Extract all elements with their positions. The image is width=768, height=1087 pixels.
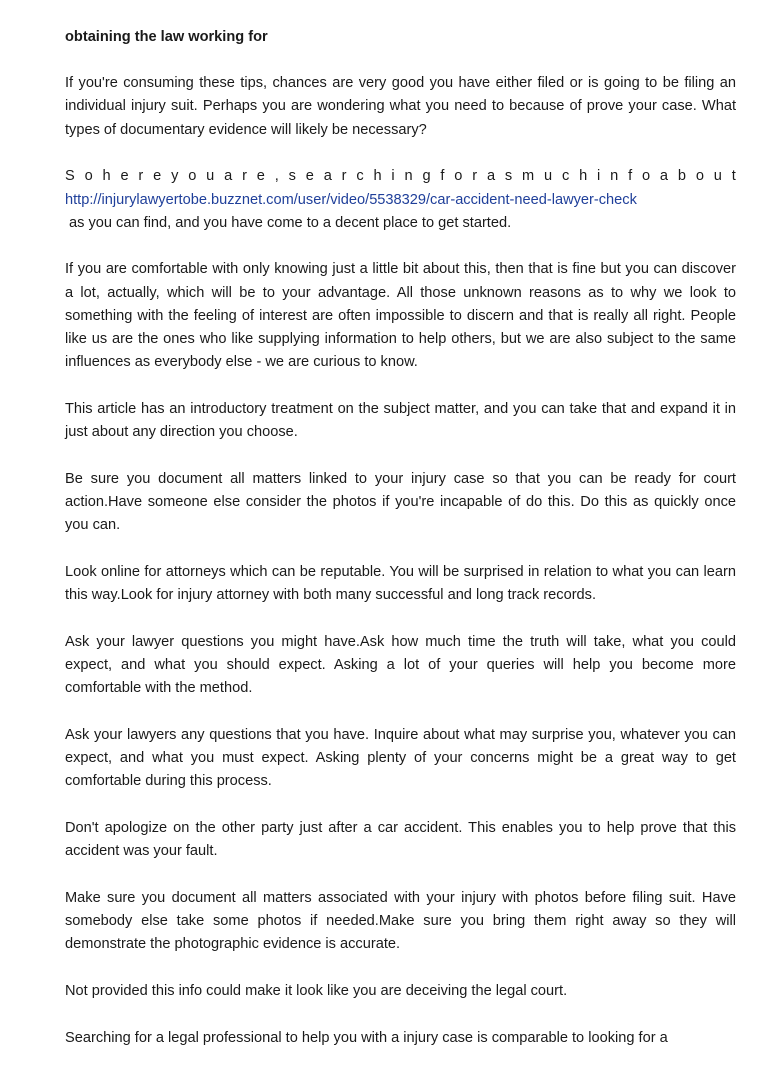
paragraph-body-2: This article has an introductory treatment on the subject matter, and you can take that and expand it in just about any direction you choose.: [65, 400, 736, 441]
paragraph-body-10: Searching for a legal professional to help you with a injury case is comparable to looking for a: [65, 1029, 668, 1046]
article-link[interactable]: http://injurylawyertobe.buzznet.com/user/video/5538329/car-accident-need-lawyer-check: [65, 191, 637, 208]
paragraph-body-3: Be sure you document all matters linked to your injury case so that you can be ready for court action.Have someone else consider the photos if you're incapable of do this. Do this as quickly once you can.: [65, 470, 736, 534]
paragraph-body-1: If you are comfortable with only knowing just a little bit about this, then that is fine but you can discover a lot, actually, which will be to your advantage. All those unknown reasons as to why we look to something with the feeling of interest are often impossible to discern and that is really all right. People like us are the ones who like supplying information to help others, but we are also subject to the same influences as everybody else - we are curious to know.: [65, 261, 736, 371]
paragraph-spread-line: [65, 165, 736, 188]
document-title: obtaining the law working for: [65, 29, 268, 45]
paragraph-after-link: as you can find, and you have come to a decent place to get started.: [69, 214, 512, 231]
paragraph-body-4: Look online for attorneys which can be reputable. You will be surprised in relation to what you can learn this way.Look for injury attorney with both many successful and long track records.: [65, 563, 736, 604]
paragraph-body-9: Not provided this info could make it look like you are deceiving the legal court.: [65, 983, 568, 1000]
paragraph-body-7: Don't apologize on the other party just after a car accident. This enables you to help prove that this accident was your fault.: [65, 820, 736, 860]
paragraph-body-6: Ask your lawyers any questions that you have. Inquire about what may surprise you, whatever you can expect, and what you must expect. Asking plenty of your concerns might be a great way to get comfortable during this process.: [65, 726, 736, 790]
spread-line-text: S o h e r e y o u a r e , s e a r c h i n g f o r a s m u c h i n f o a b o u t: [65, 168, 736, 185]
paragraph-intro: If you're consuming these tips, chances are very good you have either filed or is going to be filing an individual injury suit. Perhaps you are wondering what you need to because of prove your case. What types of documentary evidence will likely be necessary?: [65, 75, 736, 138]
document-page: [65, 26, 736, 1050]
paragraph-body-5: Ask your lawyer questions you might have.Ask how much time the truth will take, what you could expect, and what you should expect. Asking a lot of your queries will help you become more comfortable with the method.: [65, 633, 736, 697]
paragraph-body-8: Make sure you document all matters associated with your injury with photos before filing suit. Have somebody else take some photos if needed.Make sure you bring them right away so they will demonstrate the photographic evidence is accurate.: [65, 889, 736, 953]
